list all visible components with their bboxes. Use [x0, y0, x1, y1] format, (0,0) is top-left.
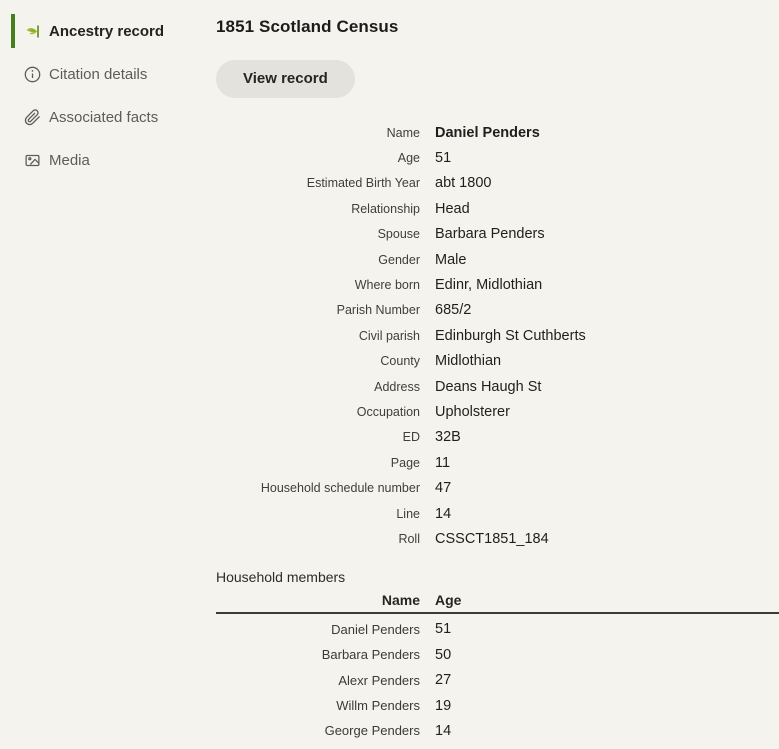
field-row	[216, 501, 779, 526]
sidebar-item-label: Associated facts	[49, 108, 159, 126]
household-members-section	[216, 569, 779, 744]
sidebar-item-label: Citation details	[49, 65, 148, 83]
field-label: Estimated Birth Year	[306, 176, 420, 191]
field-value: Midlothian	[435, 353, 502, 370]
member-name: Alexr Penders	[338, 672, 420, 688]
table-row	[216, 718, 779, 743]
table-row	[216, 617, 779, 642]
field-label: Name	[386, 125, 420, 140]
member-age: 19	[435, 697, 452, 714]
member-name: Barbara Penders	[321, 647, 420, 663]
sidebar-item-citation-details[interactable]	[0, 56, 216, 92]
field-label: Civil parish	[358, 328, 420, 343]
field-label: Address	[374, 379, 420, 394]
member-age: 27	[435, 672, 452, 689]
paperclip-icon	[24, 109, 41, 126]
sidebar-item-label: Media	[49, 151, 90, 169]
field-value: CSSCT1851_184	[435, 530, 549, 547]
field-value: 51	[435, 150, 452, 167]
field-value: 32B	[435, 429, 461, 446]
field-row	[216, 349, 779, 374]
field-value: 14	[435, 505, 452, 522]
field-row	[216, 323, 779, 348]
field-value: Head	[435, 200, 470, 217]
record-panel	[216, 0, 779, 744]
field-label: Spouse	[377, 227, 420, 242]
field-label: Age	[397, 151, 420, 166]
view-record-button[interactable]: View record	[216, 60, 355, 98]
member-age: 50	[435, 646, 452, 663]
field-value: 47	[435, 480, 452, 497]
table-row	[216, 667, 779, 692]
field-label: ED	[402, 430, 420, 445]
field-row	[216, 222, 779, 247]
table-row	[216, 642, 779, 667]
field-row	[216, 526, 779, 551]
household-members-heading: Household members	[216, 568, 346, 585]
field-row	[216, 145, 779, 170]
field-row	[216, 120, 779, 145]
household-table-header	[216, 592, 779, 614]
field-label: Roll	[398, 531, 420, 546]
sidebar-item-media[interactable]	[0, 142, 216, 178]
field-row	[216, 171, 779, 196]
ancestry-leaf-icon	[24, 23, 41, 40]
sidebar-item-label: Ancestry record	[49, 22, 165, 40]
field-label: Where born	[354, 278, 420, 293]
field-label: Parish Number	[336, 303, 420, 318]
field-label: Relationship	[351, 201, 420, 216]
field-row	[216, 374, 779, 399]
field-value: Upholsterer	[435, 403, 510, 420]
field-value: Edinburgh St Cuthberts	[435, 327, 586, 344]
member-name: George Penders	[324, 723, 420, 739]
field-row	[216, 475, 779, 500]
sidebar-item-associated-facts[interactable]	[0, 99, 216, 135]
member-age: 14	[435, 722, 452, 739]
field-row	[216, 298, 779, 323]
field-label: Occupation	[356, 404, 420, 419]
field-value: 685/2	[435, 302, 472, 319]
field-value: abt 1800	[435, 175, 492, 192]
page-title: 1851 Scotland Census	[216, 17, 399, 36]
field-row	[216, 272, 779, 297]
media-icon	[24, 152, 41, 169]
column-header-age: Age	[435, 592, 462, 609]
member-name: Daniel Penders	[331, 621, 420, 637]
field-label: Household schedule number	[260, 481, 420, 496]
field-label: Line	[396, 506, 420, 521]
field-row	[216, 399, 779, 424]
field-value: 11	[435, 454, 451, 471]
info-icon	[24, 66, 41, 83]
column-header-name: Name	[381, 592, 420, 609]
field-label: County	[380, 354, 420, 369]
field-value: Barbara Penders	[435, 226, 545, 243]
field-value: Deans Haugh St	[435, 378, 542, 395]
field-row	[216, 196, 779, 221]
household-table-body	[216, 617, 779, 744]
member-age: 51	[435, 621, 452, 638]
field-row	[216, 425, 779, 450]
member-name: Willm Penders	[336, 698, 420, 713]
field-label: Page	[390, 455, 420, 470]
field-label: Gender	[378, 252, 420, 267]
field-row	[216, 450, 779, 475]
table-row	[216, 693, 779, 718]
sidebar-item-ancestry-record[interactable]	[0, 13, 216, 49]
field-value: Male	[435, 251, 467, 268]
record-fields	[216, 120, 779, 552]
field-value: Edinr, Midlothian	[435, 277, 543, 294]
record-sidebar	[0, 0, 216, 185]
field-row	[216, 247, 779, 272]
field-value: Daniel Penders	[435, 124, 540, 141]
